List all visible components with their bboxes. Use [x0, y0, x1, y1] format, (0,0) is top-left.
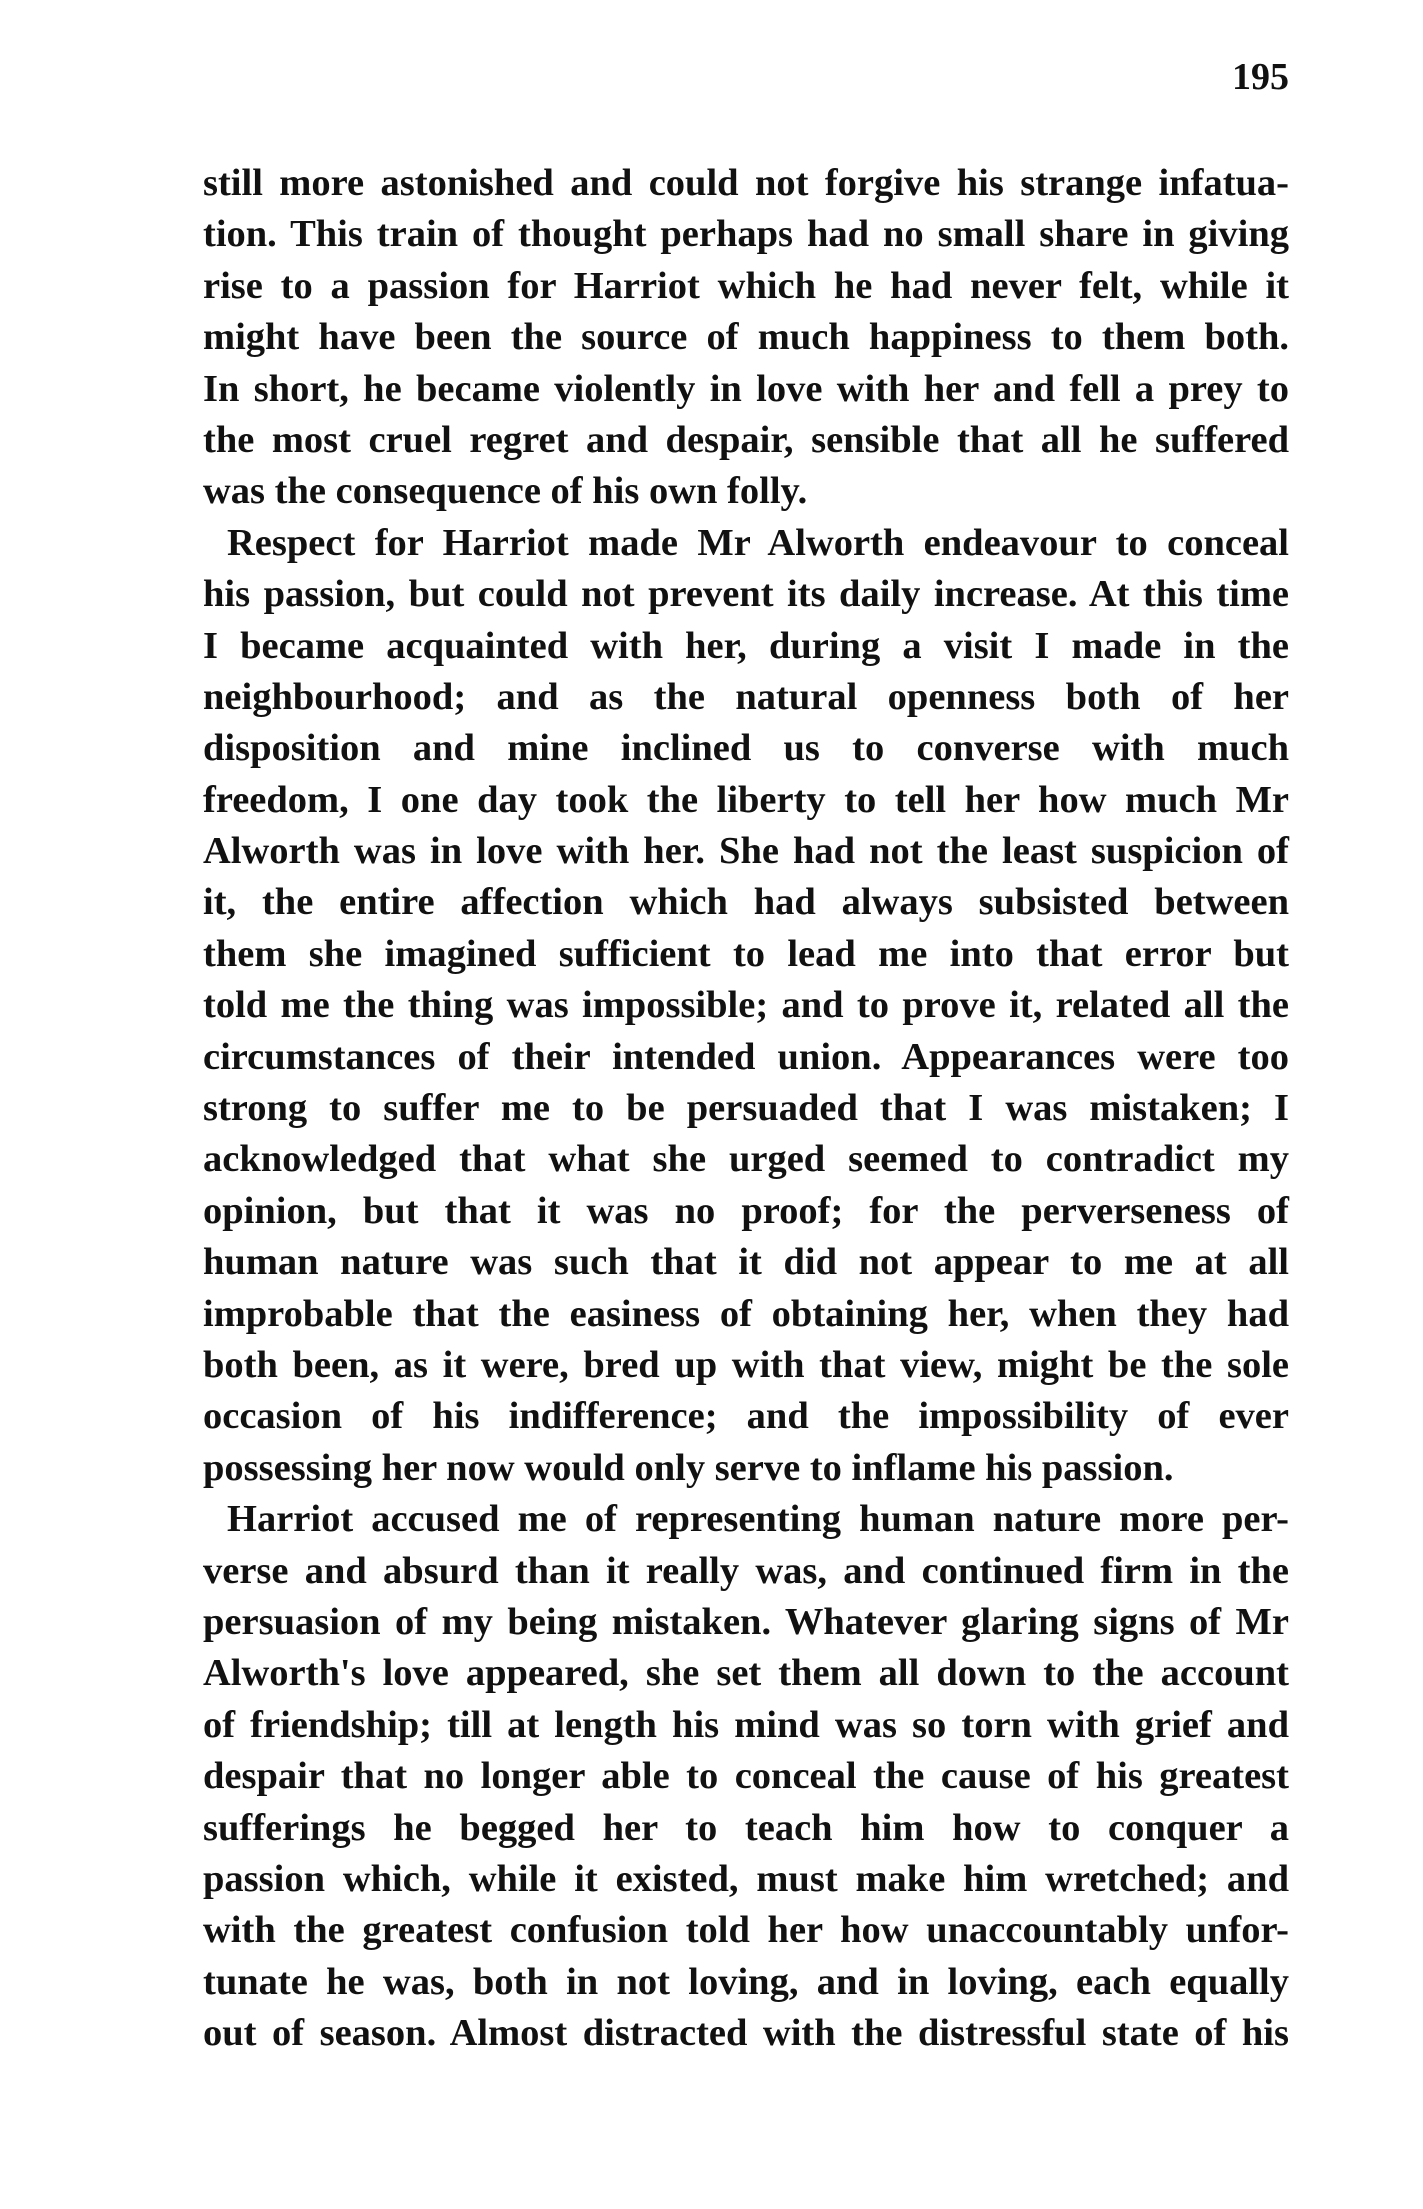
- text-line: it, the entire affection which had always subsisted between: [203, 881, 1289, 924]
- text-line: of friendship; till at length his mind was so torn with grief and: [203, 1703, 1289, 1746]
- text-line: both been, as it were, bred up with that view, might be the sole: [203, 1343, 1289, 1386]
- text-line: passion which, while it existed, must make him wretched; and: [203, 1857, 1289, 1900]
- text-line: human nature was such that it did not appear to me at all: [203, 1241, 1289, 1284]
- text-line: In short, he became violently in love with her and fell a prey to: [203, 367, 1289, 410]
- paragraph-end-line: was the consequence of his own folly.: [203, 470, 808, 513]
- text-line: acknowledged that what she urged seemed to contradict my: [203, 1138, 1289, 1181]
- text-line: freedom, I one day took the liberty to tell her how much Mr: [203, 778, 1289, 821]
- text-line: Alworth's love appeared, she set them all down to the account: [203, 1652, 1289, 1695]
- text-line: tunate he was, both in not loving, and in loving, each equally: [203, 1960, 1289, 2003]
- text-line: occasion of his indifference; and the impossibility of ever: [203, 1395, 1289, 1438]
- text-line: them she imagined sufficient to lead me into that error but: [203, 932, 1289, 975]
- text-line: still more astonished and could not forgive his strange infatua-: [203, 162, 1289, 204]
- text-line: his passion, but could not prevent its daily increase. At this time: [203, 573, 1289, 616]
- paragraph-start-line: Harriot accused me of representing human nature more per-: [227, 1498, 1289, 1541]
- text-line: sufferings he begged her to teach him how to conquer a: [203, 1806, 1289, 1849]
- page-number: 195: [1232, 56, 1289, 98]
- paragraph-end-line: possessing her now would only serve to inflame his passion.: [203, 1446, 1174, 1489]
- text-line: circumstances of their intended union. Appearances were too: [203, 1035, 1289, 1078]
- paragraph-start-line: Respect for Harriot made Mr Alworth endeavour to conceal: [227, 521, 1289, 564]
- text-line: rise to a passion for Harriot which he had never felt, while it: [203, 264, 1289, 307]
- text-line: with the greatest confusion told her how unaccountably unfor-: [203, 1909, 1289, 1952]
- text-line: tion. This train of thought perhaps had no small share in giving: [203, 213, 1289, 256]
- text-line: disposition and mine inclined us to converse with much: [203, 727, 1289, 770]
- text-line: told me the thing was impossible; and to prove it, related all the: [203, 984, 1289, 1027]
- text-line: verse and absurd than it really was, and continued firm in the: [203, 1549, 1289, 1592]
- text-line: despair that no longer able to conceal the cause of his greatest: [203, 1755, 1289, 1798]
- text-line: might have been the source of much happiness to them both.: [203, 316, 1289, 359]
- text-line: Alworth was in love with her. She had not the least suspicion of: [203, 830, 1289, 873]
- text-line: improbable that the easiness of obtaining her, when they had: [203, 1292, 1289, 1335]
- text-line: opinion, but that it was no proof; for the perverseness of: [203, 1189, 1289, 1232]
- text-line: strong to suffer me to be persuaded that I was mistaken; I: [203, 1087, 1289, 1130]
- text-line: neighbourhood; and as the natural openness both of her: [203, 675, 1289, 718]
- text-line: the most cruel regret and despair, sensible that all he suffered: [203, 418, 1289, 461]
- text-line: persuasion of my being mistaken. Whatever glaring signs of Mr: [203, 1600, 1289, 1643]
- text-line: out of season. Almost distracted with the distressful state of his: [203, 2012, 1289, 2055]
- text-line: I became acquainted with her, during a visit I made in the: [203, 624, 1289, 667]
- body-text: [203, 158, 1289, 2059]
